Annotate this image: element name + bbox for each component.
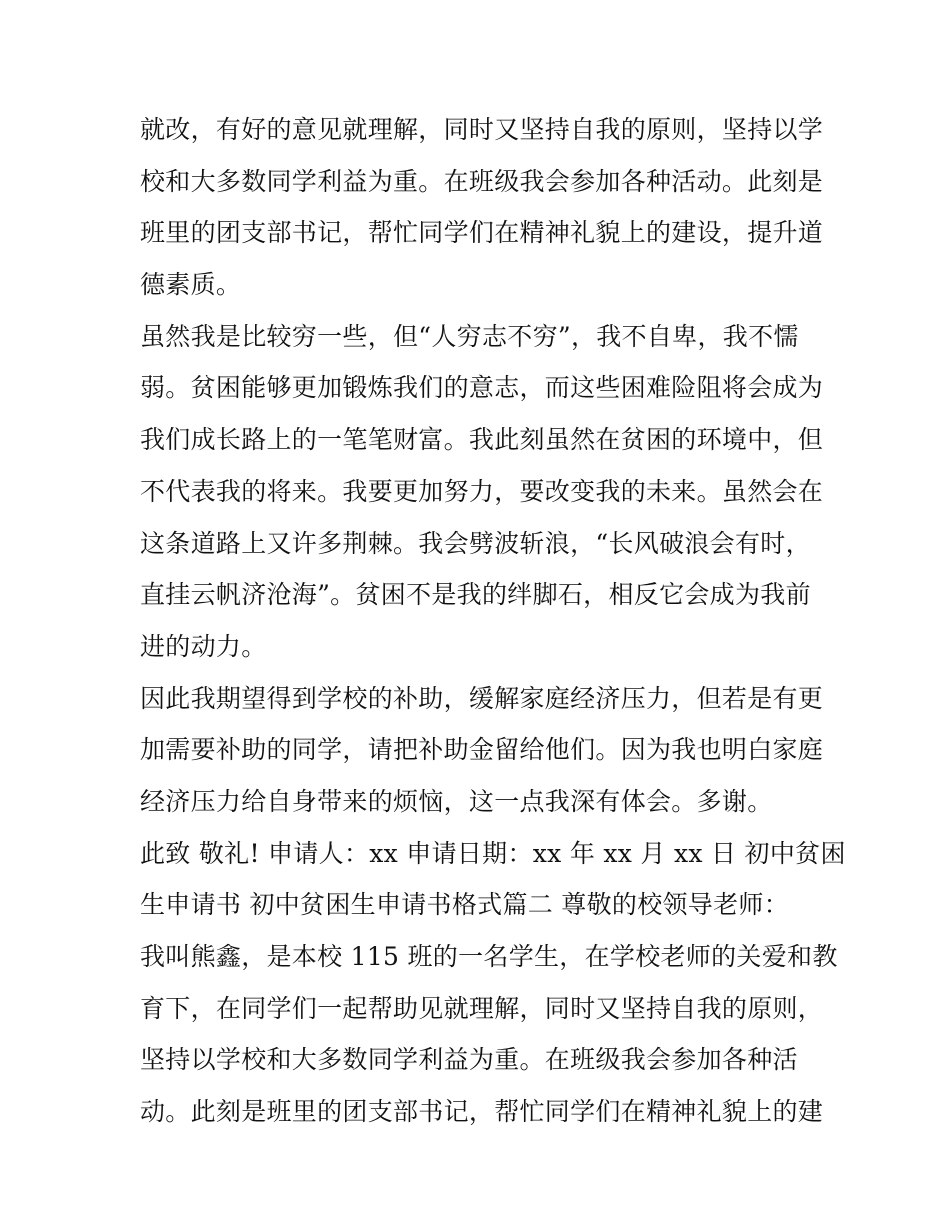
text-line: 校和大多数同学利益为重。在班级我会参加各种活动。此刻是	[140, 166, 824, 196]
text-line: 直挂云帆济沧海”。贫困不是我的绊脚石，相反它会成为我前	[140, 580, 811, 610]
text-line: 动。此刻是班里的团支部书记，帮忙同学们在精神礼貌上的建	[140, 1097, 824, 1127]
body-text	[140, 104, 846, 1138]
text-line: 育下，在同学们一起帮助见就理解，同时又坚持自我的原则，	[140, 993, 824, 1023]
text-line: 德素质。	[140, 270, 242, 300]
text-line: 因此我期望得到学校的补助，缓解家庭经济压力，但若是有更	[140, 683, 824, 713]
text-line: 此致 敬礼! 申请人：xx 申请日期：xx 年 xx 月 xx 日 初中贫困	[140, 838, 846, 868]
text-line: 经济压力给自身带来的烦恼，这一点我深有体会。多谢。	[140, 786, 773, 816]
text-line: 虽然我是比较穷一些，但“人穷志不穷”，我不自卑，我不懦	[140, 321, 799, 351]
text-line: 班里的团支部书记，帮忙同学们在精神礼貌上的建设，提升道	[140, 218, 824, 248]
text-line: 进的动力。	[140, 631, 267, 661]
text-line: 就改，有好的意见就理解，同时又坚持自我的原则，坚持以学	[140, 115, 824, 144]
text-line: 不代表我的将来。我要更加努力，要改变我的未来。虽然会在	[140, 476, 824, 506]
text-line: 加需要补助的同学，请把补助金留给他们。因为我也明白家庭	[140, 735, 824, 765]
text-line: 坚持以学校和大多数同学利益为重。在班级我会参加各种活	[140, 1045, 798, 1075]
text-line: 我们成长路上的一笔笔财富。我此刻虽然在贫困的环境中，但	[140, 425, 824, 455]
text-line: 生申请书 初中贫困生申请书格式篇二 尊敬的校领导老师：	[140, 890, 789, 920]
text-line: 我叫熊鑫，是本校 115 班的一名学生，在学校老师的关爱和教	[140, 942, 838, 971]
text-line: 弱。贫困能够更加锻炼我们的意志，而这些困难险阻将会成为	[140, 373, 824, 403]
text-line: 这条道路上又许多荆棘。我会劈波斩浪，“长风破浪会有时，	[140, 528, 811, 558]
